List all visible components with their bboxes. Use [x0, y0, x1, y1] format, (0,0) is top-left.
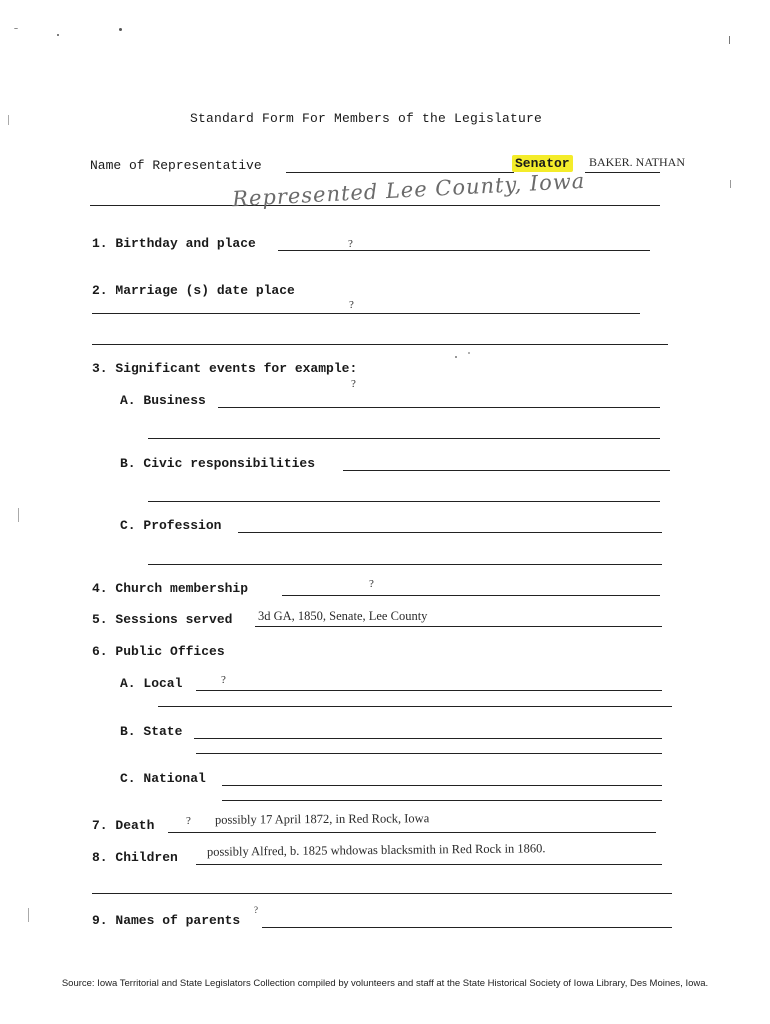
q7-q-mark: ? [186, 815, 191, 827]
q4-label: 4. Church membership [92, 581, 249, 596]
q8-line-2 [92, 893, 672, 894]
q6a-value: ? [221, 674, 226, 686]
scan-speck [18, 508, 19, 522]
q2-label: 2. Marriage (s) date place [92, 283, 295, 298]
q8-value: possibly Alfred, b. 1825 whdowas blacksmith in Red Rock in 1860. [206, 841, 546, 859]
q6c-label: C. National [120, 771, 206, 786]
q6-label: 6. Public Offices [92, 644, 225, 659]
q6a-label: A. Local [120, 676, 183, 691]
q3a-line-1 [218, 407, 660, 408]
scan-speck [729, 36, 730, 44]
q9-value: ? [254, 905, 258, 915]
scan-speck [14, 28, 18, 29]
q3a-line-2 [148, 438, 660, 439]
q3b-line-2 [148, 501, 660, 502]
form-title: Standard Form For Members of the Legislature [190, 111, 543, 126]
name-value-line [585, 172, 660, 173]
q1-line [278, 250, 650, 251]
q5-line [255, 626, 662, 627]
q9-line [262, 927, 672, 928]
q2-value: ? [349, 299, 354, 311]
q6a-line-1 [196, 690, 662, 691]
q3c-line-1 [238, 532, 662, 533]
name-value: BAKER. NATHAN [589, 155, 685, 169]
q9-label: 9. Names of parents [92, 913, 241, 928]
q3b-line-1 [343, 470, 670, 471]
q8-line-1 [196, 864, 662, 865]
q1-value: ? [348, 238, 353, 250]
handwritten-line [90, 205, 660, 206]
q7-label: 7. Death [92, 818, 155, 833]
q4-value: ? [369, 578, 374, 590]
q6b-line-2 [196, 753, 662, 754]
senator-label: Senator [512, 155, 573, 172]
q7-value: possibly 17 April 1872, in Red Rock, Iowa [214, 811, 430, 827]
q1-label: 1. Birthday and place [92, 236, 256, 251]
scan-speck [468, 352, 470, 354]
q3b-label: B. Civic responsibilities [120, 456, 316, 471]
q5-value: 3d GA, 1850, Senate, Lee County [258, 609, 428, 623]
q2-line-1 [92, 313, 640, 314]
q5-label: 5. Sessions served [92, 612, 233, 627]
q3-label: 3. Significant events for example: [92, 361, 358, 376]
source-caption: Source: Iowa Territorial and State Legislators Collection compiled by volunteers and staff at the State Historical Society of Iowa Library, Des Moines, Iowa. [61, 978, 709, 989]
q6c-line-1 [222, 785, 662, 786]
q8-label: 8. Children [92, 850, 178, 865]
q2-line-2 [92, 344, 668, 345]
name-label: Name of Representative [90, 158, 262, 173]
scan-speck [28, 908, 29, 922]
name-line [286, 172, 514, 173]
q3c-label: C. Profession [120, 518, 222, 533]
scan-speck [730, 180, 731, 188]
scan-speck [57, 34, 59, 36]
scan-speck [119, 28, 122, 31]
q7-line [168, 832, 656, 833]
handwritten-note: Represented Lee County, Iowa [231, 168, 586, 212]
q6b-line-1 [194, 738, 662, 739]
q6b-label: B. State [120, 724, 183, 739]
q3-value: ? [351, 378, 356, 390]
q6c-line-2 [222, 800, 662, 801]
q3a-label: A. Business [120, 393, 206, 408]
q3c-line-2 [148, 564, 662, 565]
q4-line [282, 595, 660, 596]
scan-speck [8, 115, 9, 125]
scan-speck [455, 356, 457, 358]
q6a-line-2 [158, 706, 672, 707]
